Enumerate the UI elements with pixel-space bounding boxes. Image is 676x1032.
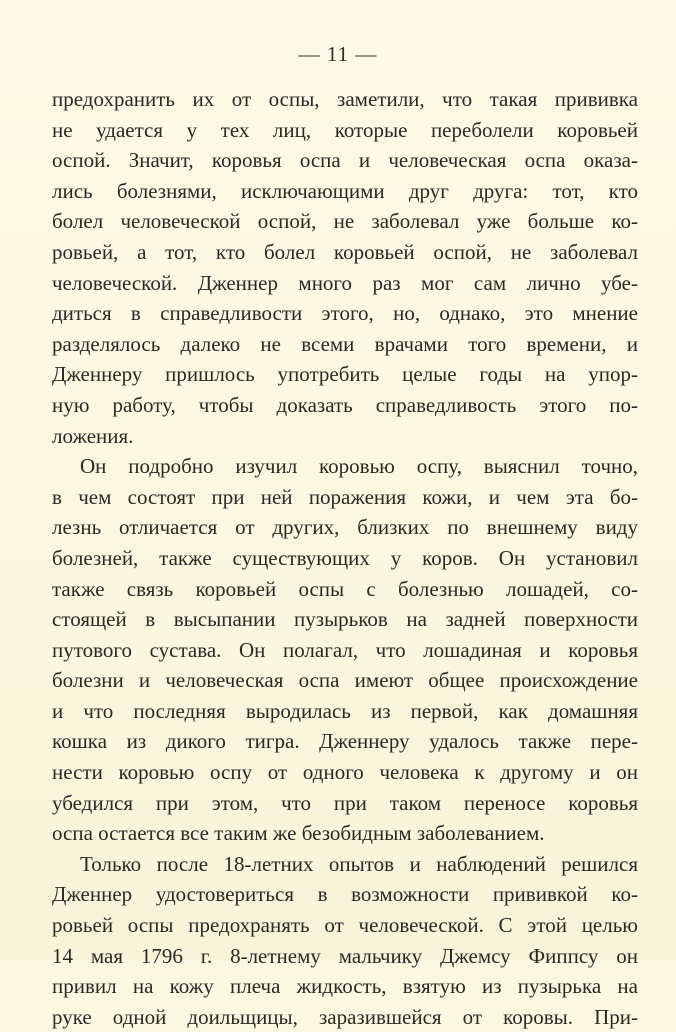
text-line: путового сустава. Он полагал, что лошадиная и коровья (52, 637, 638, 662)
text-line: Он подробно изучил коровью оспу, выяснил точно, (80, 454, 638, 479)
text-line: болезней, также существующих у коров. Он установил (52, 545, 638, 570)
text-line: предохранить их от оспы, заметили, что такая прививка (52, 87, 638, 111)
text-line: убедился при этом, что при таком переносе коровья (52, 790, 638, 815)
body-text (52, 84, 638, 1032)
text-line: диться в справедливости этого, но, однако, это мнение (52, 301, 638, 326)
text-line: Дженнер удостовериться в возможности прививкой ко- (52, 882, 638, 907)
text-line: оспой. Значит, коровья оспа и человеческая оспа оказа- (52, 148, 638, 173)
text-line: лись болезнями, исключающими друг друга: тот, кто (52, 178, 638, 203)
text-line: Дженнеру пришлось употребить целые годы на упор- (52, 362, 638, 387)
text-line: ную работу, чтобы доказать справедливость этого по- (52, 392, 638, 417)
text-line: кошка из дикого тигра. Дженнеру удалось также пере- (52, 729, 638, 754)
text-line: человеческой. Дженнер много раз мог сам лично убе- (52, 270, 638, 295)
text-line: и что последняя выродилась из первой, как домашняя (52, 698, 638, 723)
text-line: ложения. (52, 423, 134, 448)
text-line: ровьей оспы предохранять от человеческой. С этой целью (52, 913, 638, 938)
text-line: в чем состоят при ней поражения кожи, и чем эта бо- (52, 484, 638, 509)
text-line: лезнь отличается от других, близких по внешнему виду (52, 515, 638, 540)
text-line: разделялось далеко не всеми врачами того времени, и (52, 331, 638, 356)
text-line: нести коровью оспу от одного человека к другому и он (52, 760, 638, 785)
text-line: привил на кожу плеча жидкость, взятую из пузырька на (52, 974, 638, 999)
text-line: 14 мая 1796 г. 8-летнему мальчику Джемсу Фиппсу он (52, 943, 638, 968)
text-line: стоящей в высыпании пузырьков на задней поверхности (52, 607, 638, 632)
text-line: болел человеческой оспой, не заболевал уже больше ко- (52, 209, 638, 234)
text-line: болезни и человеческая оспа имеют общее происхождение (52, 668, 638, 693)
text-line: руке одной доильщицы, заразившейся от коровы. При- (52, 1004, 638, 1029)
text-line: также связь коровьей оспы с болезнью лошадей, со- (52, 576, 638, 601)
text-line: ровьей, а тот, кто болел коровьей оспой, не заболевал (52, 239, 638, 264)
text-line: Только после 18-летних опытов и наблюдений решился (80, 851, 638, 876)
text-line: не удается у тех лиц, которые переболели коровьей (52, 117, 638, 142)
text-line: оспа остается все таким же безобидным заболеванием. (52, 821, 545, 846)
page-number: — 11 — (298, 42, 378, 66)
